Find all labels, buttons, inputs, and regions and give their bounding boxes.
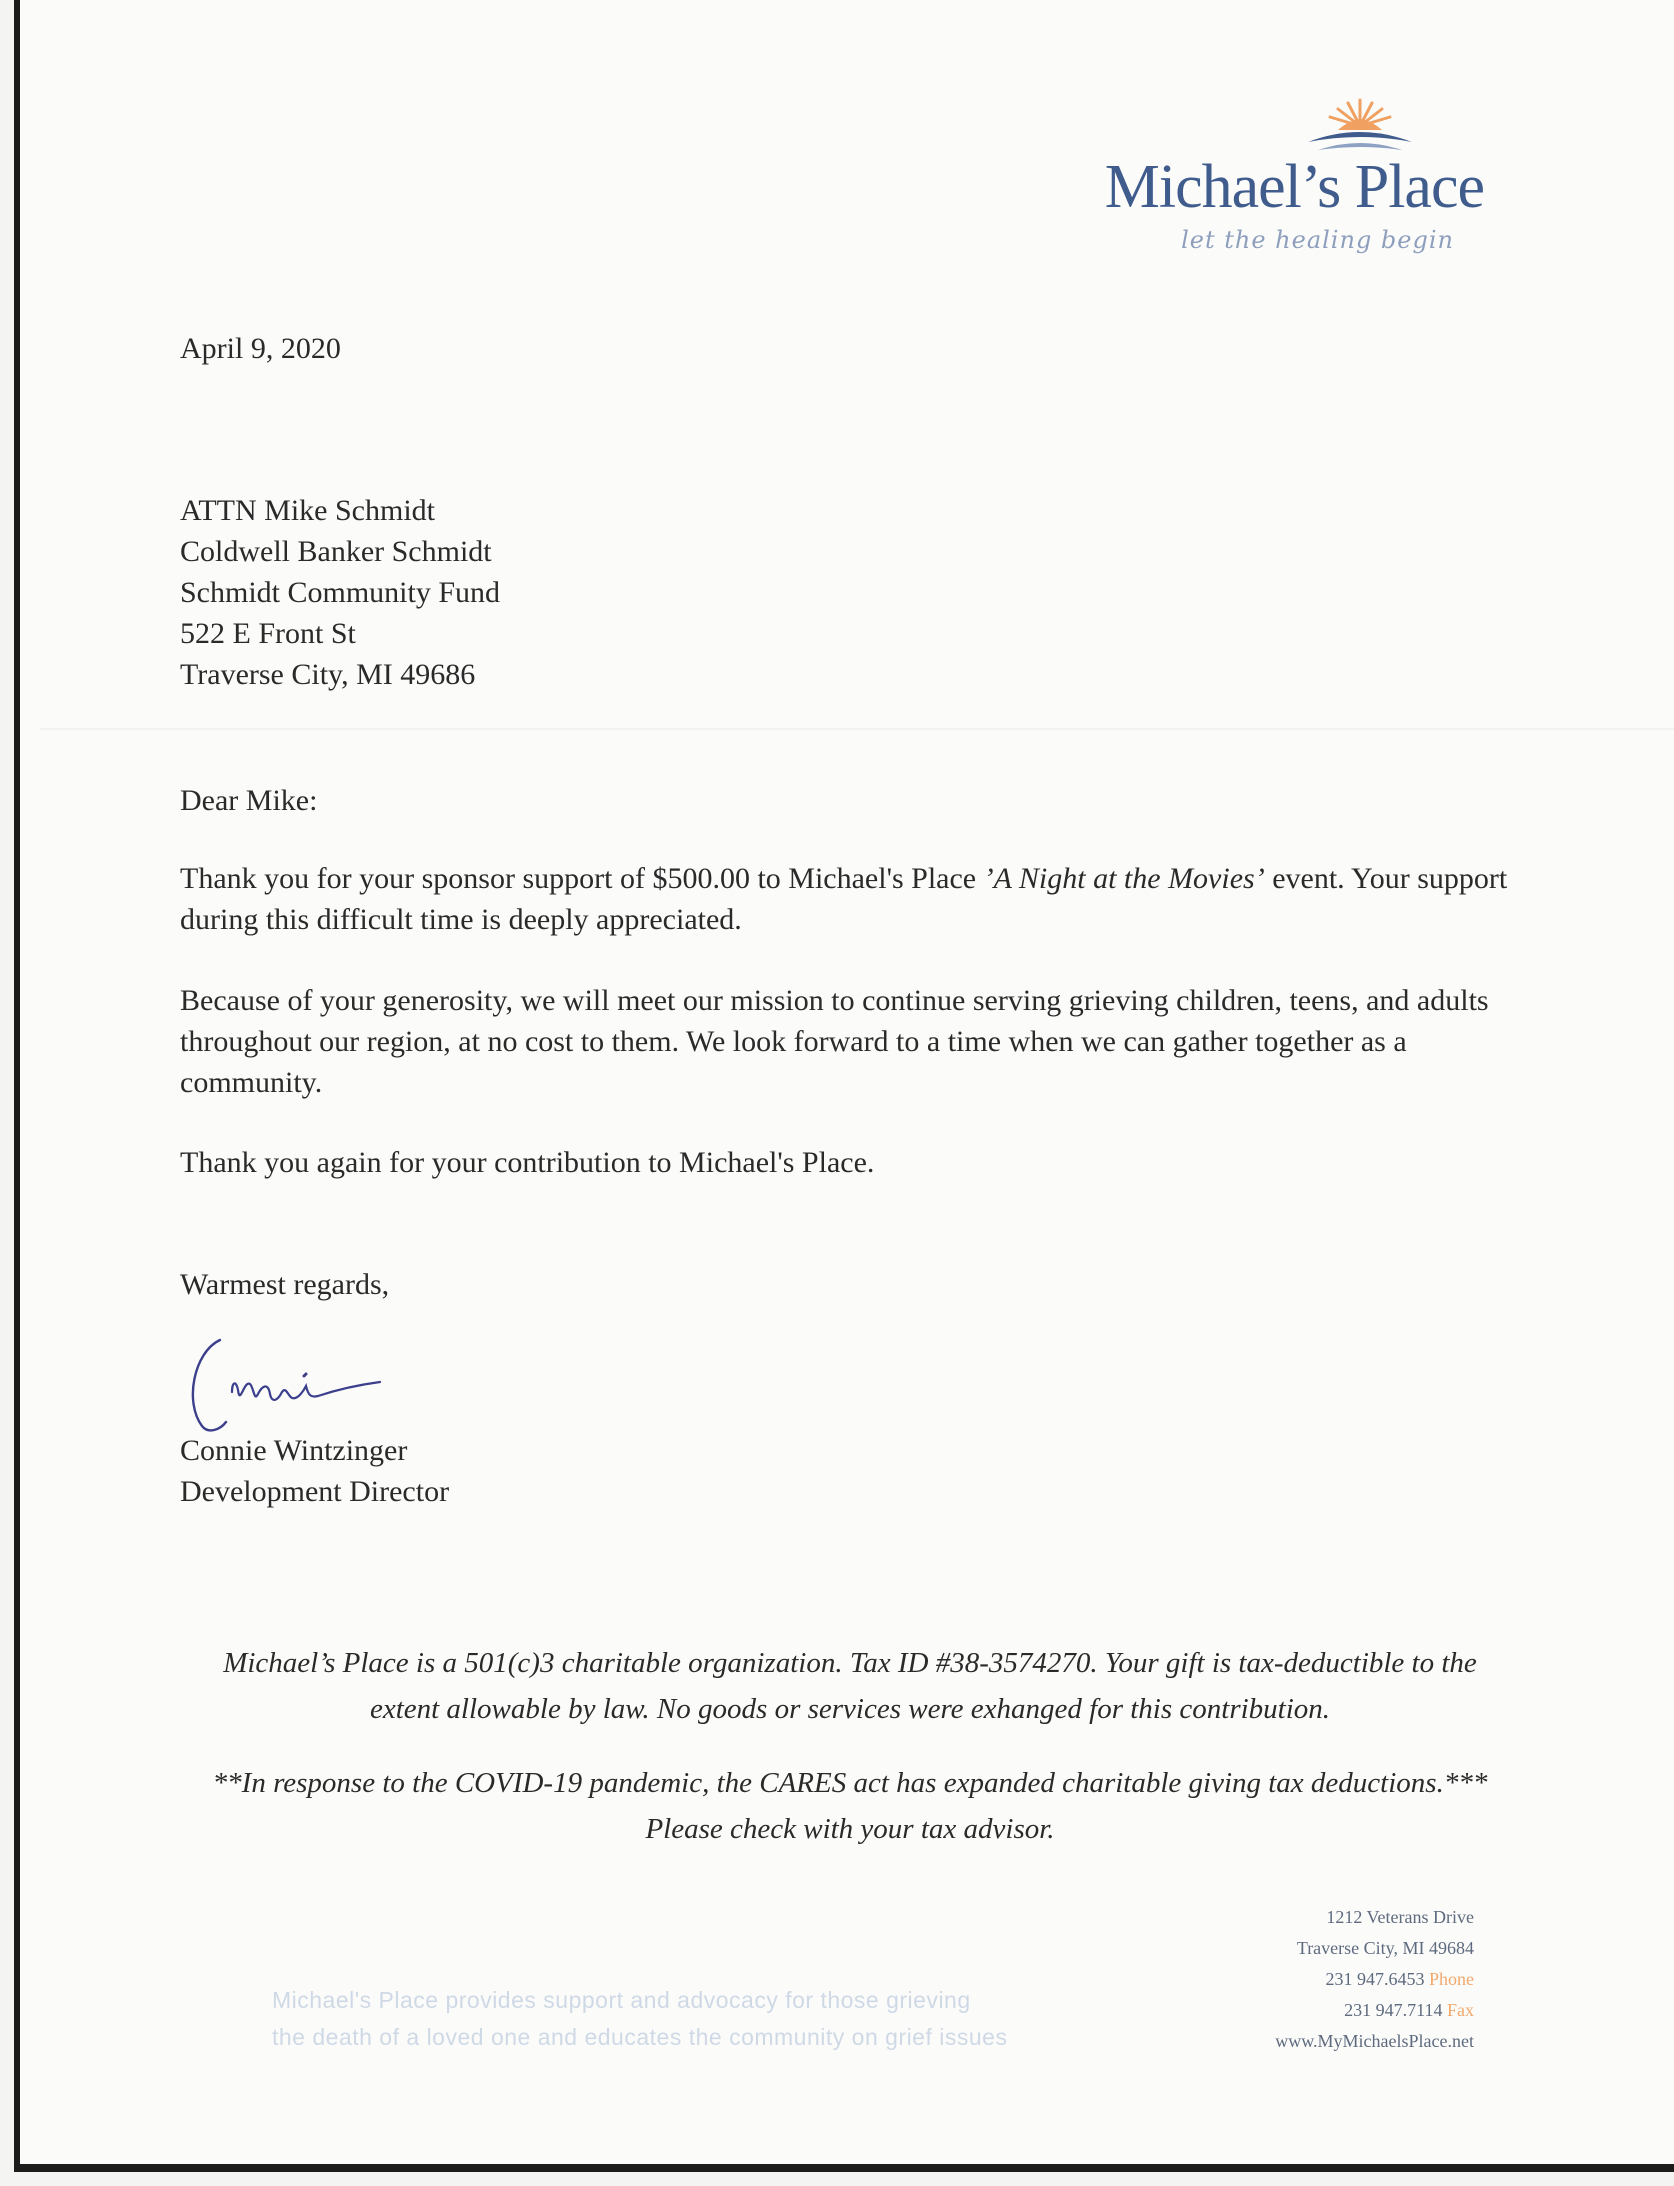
closing: Warmest regards, xyxy=(180,1268,390,1301)
website-link[interactable]: www.MyMichaelsPlace.net xyxy=(1275,2031,1474,2051)
body-paragraph-closing-thanks: Thank you again for your contribution to Michael's Place. xyxy=(180,1146,875,1179)
mission-line: the death of a loved one and educates the community on grief issues xyxy=(272,2024,1008,2050)
recipient-address xyxy=(180,490,500,695)
sunrise-icon xyxy=(1300,96,1420,156)
logo-wordmark: Michael’s Place xyxy=(1104,153,1484,221)
street-address: 1212 Veterans Drive xyxy=(1326,1907,1474,1927)
body-paragraph-thanks xyxy=(180,858,1520,940)
tax-disclaimer xyxy=(160,1640,1540,1732)
mission-statement xyxy=(272,1982,1172,2056)
signer-block xyxy=(180,1430,449,1512)
signer-name: Connie Wintzinger xyxy=(180,1434,408,1467)
fax-line xyxy=(1275,1995,1474,2026)
covid-notice-line: **In response to the COVID-19 pandemic, the CARES act has expanded charitable giving tax deductions.*** xyxy=(212,1767,1488,1799)
address-line: 522 E Front St xyxy=(180,617,356,650)
covid-notice xyxy=(160,1760,1540,1852)
michaels-place-logo xyxy=(1064,96,1484,276)
salutation: Dear Mike: xyxy=(180,784,318,817)
page-fold-line xyxy=(40,728,1674,730)
thanks-text-end: event. Your support during this difficult time is deeply appreciated. xyxy=(180,862,1508,936)
phone-label: Phone xyxy=(1429,1969,1474,1989)
covid-notice-line: Please check with your tax advisor. xyxy=(645,1813,1055,1845)
signer-title: Development Director xyxy=(180,1475,450,1508)
contact-block xyxy=(1275,1902,1474,2057)
tax-disclaimer-line: extent allowable by law. No goods or services were exhanged for this contribution. xyxy=(369,1693,1331,1725)
tax-disclaimer-line: Michael’s Place is a 501(c)3 charitable organization. Tax ID #38-3574270. Your gift is tax-deductible to the xyxy=(223,1647,1477,1679)
fax-label: Fax xyxy=(1447,2000,1474,2020)
fax-number: 231 947.7114 xyxy=(1344,2000,1443,2020)
event-name: ’A Night at the Movies’ xyxy=(983,862,1265,895)
address-line: ATTN Mike Schmidt xyxy=(180,494,435,527)
logo-tagline: let the healing begin xyxy=(1181,226,1454,254)
address-line: Coldwell Banker Schmidt xyxy=(180,535,492,568)
city-address: Traverse City, MI 49684 xyxy=(1296,1938,1474,1958)
letter-date: April 9, 2020 xyxy=(180,332,341,365)
letter-page xyxy=(14,0,1674,2172)
handwritten-signature xyxy=(180,1330,450,1440)
address-line: Traverse City, MI 49686 xyxy=(180,658,476,691)
phone-line xyxy=(1275,1964,1474,1995)
mission-line: Michael's Place provides support and advocacy for those grieving xyxy=(272,1987,971,2013)
phone-number: 231 947.6453 xyxy=(1325,1969,1425,1989)
body-paragraph-mission: Because of your generosity, we will meet our mission to continue serving grieving children, teens, and adults throughout our region, at no cost to them. We look forward to a time when we can gather together as a community. xyxy=(180,984,1489,1099)
address-line: Schmidt Community Fund xyxy=(180,576,501,609)
thanks-text: Thank you for your sponsor support of $500.00 to Michael's Place xyxy=(180,862,984,895)
